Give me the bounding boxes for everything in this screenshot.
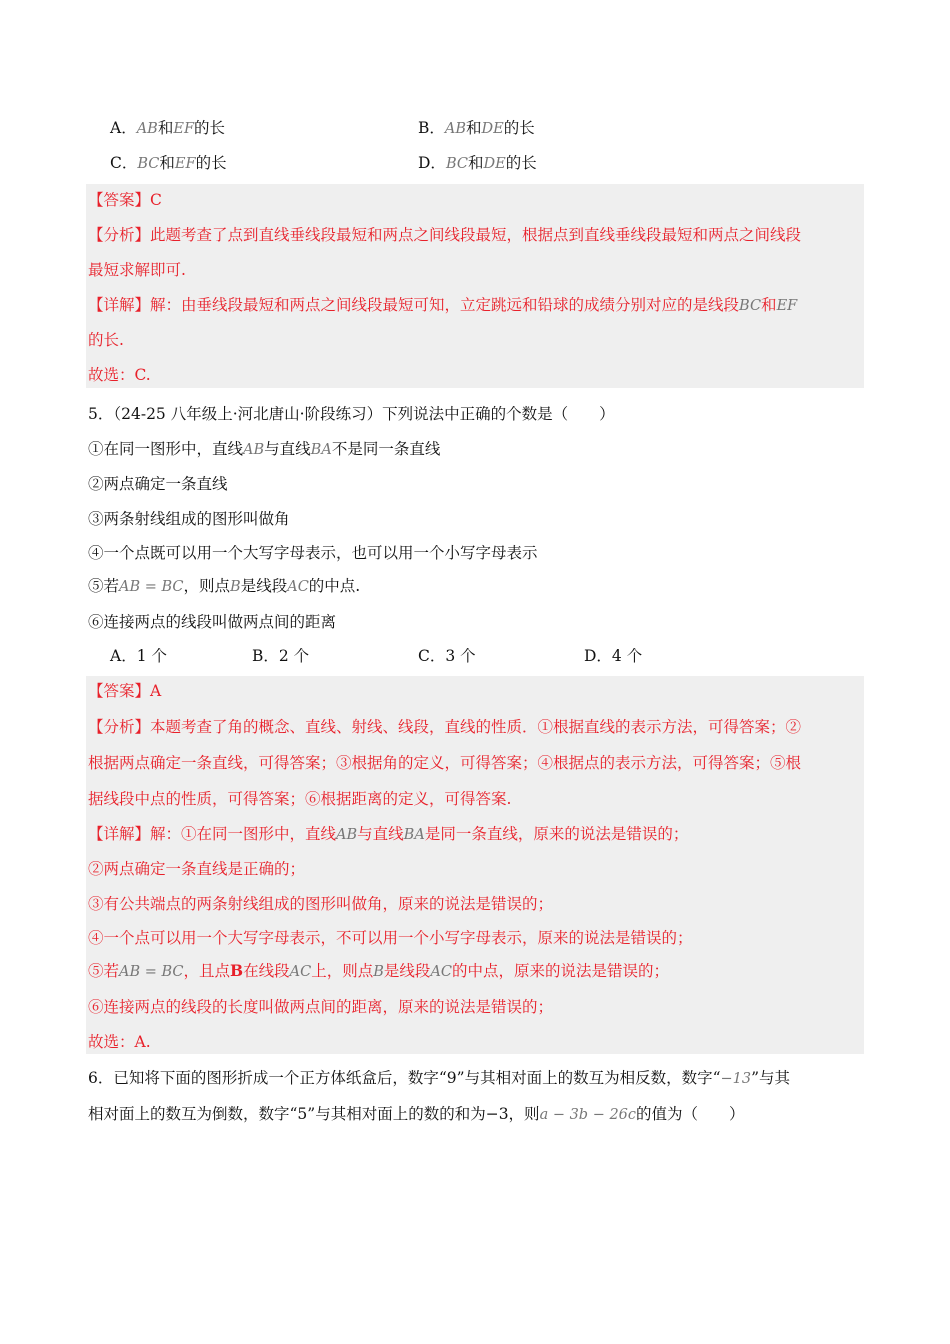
text: 在线段 [243, 962, 290, 980]
text: 【详解】解：①在同一图形中，直线 [88, 825, 337, 843]
math-neg-13: −13 [720, 1071, 752, 1087]
math-ac: AC [287, 579, 309, 595]
math-ac: AC [289, 964, 312, 980]
q5-stem: 5．（24-25 八年级上·河北唐山·阶段练习）下列说法中正确的个数是（ ） [88, 405, 615, 423]
q5-option-b: B．2 个 [252, 647, 310, 665]
q4-answer: 【答案】C [88, 191, 162, 209]
q5-detail-line-4: ④一个点可以用一个大写字母表示，不可以用一个小写字母表示，原来的说法是错误的； [88, 929, 693, 947]
q6-line-1 [88, 1068, 790, 1089]
math-ef: EF [776, 298, 798, 314]
text: 是同一条直线，原来的说法是错误的； [424, 825, 689, 843]
math-ab: AB [136, 121, 158, 137]
math-bc: BC [739, 298, 762, 314]
q5-statement-5 [88, 576, 360, 597]
tail: 的长 [195, 154, 227, 172]
tail: 的长 [505, 154, 537, 172]
math-ab: AB [243, 442, 265, 458]
option-label: D． [418, 154, 446, 172]
q5-statement-3: ③两条射线组成的图形叫做角 [88, 510, 290, 528]
tail: 的长 [503, 119, 535, 137]
math-de: DE [481, 121, 504, 137]
text: ，且点 [183, 962, 231, 980]
q5-detail-line-1 [88, 824, 688, 845]
option-label: C． [110, 154, 138, 172]
tail: 的长 [194, 119, 226, 137]
math-ac: AC [430, 964, 453, 980]
q5-statement-2: ②两点确定一条直线 [88, 475, 228, 493]
math-ab: AB [444, 121, 467, 137]
q4-detail-line-2: 的长. [88, 331, 124, 349]
q5-option-d: D．4 个 [584, 647, 643, 665]
math-b: B [373, 964, 384, 980]
math-ba: BA [310, 442, 332, 458]
text: 和 [761, 296, 777, 314]
q4-analysis-line-1: 【分析】此题考查了点到直线垂线段最短和两点之间线段最短，根据点到直线垂线段最短和两点之间线段 [88, 226, 802, 244]
q4-solution-box [86, 184, 864, 388]
q4-option-c [110, 153, 227, 174]
text: 是线段 [383, 962, 431, 980]
q4-option-b [418, 118, 535, 139]
q5-detail-line-2: ②两点确定一条直线是正确的； [88, 860, 306, 878]
text: 的值为（ ） [636, 1105, 745, 1123]
text: 上，则点 [311, 962, 374, 980]
math-ab-eq-bc: AB = BC [119, 964, 184, 980]
q5-detail-line-3: ③有公共端点的两条射线组成的图形叫做角，原来的说法是错误的； [88, 895, 554, 913]
text: ，则点 [183, 577, 231, 595]
text: ”与其 [751, 1069, 791, 1087]
math-b: B [230, 579, 241, 595]
conj: 和 [467, 154, 484, 172]
math-ef: EF [174, 156, 196, 172]
conj: 和 [466, 119, 482, 137]
text: 6．已知将下面的图形折成一个正方体纸盒后，数字“9”与其相对面上的数互为相反数，数字“ [88, 1069, 721, 1087]
q5-statement-4: ④一个点既可以用一个大写字母表示，也可以用一个小写字母表示 [88, 544, 538, 562]
text: ⑤若 [88, 577, 120, 595]
q4-conclusion: 故选：C. [88, 366, 151, 384]
math-de: DE [483, 156, 506, 172]
q5-option-c: C．3 个 [418, 647, 476, 665]
math-bc: BC [445, 156, 468, 172]
text: 与直线 [264, 440, 311, 458]
math-ba: BA [403, 827, 425, 843]
q5-option-a: A．1 个 [110, 647, 167, 665]
text: 与直线 [357, 825, 404, 843]
q5-detail-line-6: ⑥连接两点的线段的长度叫做两点间的距离，原来的说法是错误的； [88, 998, 554, 1016]
q5-analysis-line-2: 根据两点确定一条直线，可得答案；③根据角的定义，可得答案；④根据点的表示方法，可得答案；⑤根 [88, 754, 802, 772]
math-bc: BC [137, 156, 160, 172]
conj: 和 [159, 154, 175, 172]
text: 的中点，原来的说法是错误的； [452, 962, 670, 980]
option-label: B． [418, 119, 445, 137]
bold-b: B [230, 961, 244, 980]
text: ①在同一图形中，直线 [88, 440, 244, 458]
q5-analysis-line-1: 【分析】本题考查了角的概念、直线、射线、线段，直线的性质．①根据直线的表示方法，可得答案；② [88, 718, 802, 736]
q5-conclusion: 故选：A. [88, 1033, 151, 1051]
q4-option-d [418, 153, 537, 174]
q5-detail-line-5 [88, 961, 669, 982]
text: 是线段 [240, 577, 288, 595]
text: ⑤若 [88, 962, 120, 980]
math-ab-eq-bc: AB = BC [119, 579, 184, 595]
q5-analysis-line-3: 据线段中点的性质，可得答案；⑥根据距离的定义，可得答案. [88, 790, 512, 808]
q5-statement-1 [88, 439, 440, 460]
text: 不是同一条直线 [331, 440, 441, 458]
text: 的中点. [308, 577, 361, 595]
q5-answer: 【答案】A [88, 682, 162, 700]
math-expression: a − 3b − 26c [539, 1107, 637, 1123]
text: 相对面上的数互为倒数，数字“5”与其相对面上的数的和为−3，则 [88, 1105, 540, 1123]
option-label: A． [110, 119, 137, 137]
math-ab: AB [336, 827, 358, 843]
math-ef: EF [173, 121, 195, 137]
q6-line-2 [88, 1104, 745, 1125]
conj: 和 [157, 119, 174, 137]
text: 【详解】解：由垂线段最短和两点之间线段最短可知，立定跳远和铅球的成绩分别对应的是线段 [88, 296, 740, 314]
q4-analysis-line-2: 最短求解即可. [88, 261, 186, 279]
q4-detail-line-1 [88, 295, 797, 316]
q5-statement-6: ⑥连接两点的线段叫做两点间的距离 [88, 613, 337, 631]
q4-option-a [110, 118, 225, 139]
q5-solution-box [86, 676, 864, 1054]
